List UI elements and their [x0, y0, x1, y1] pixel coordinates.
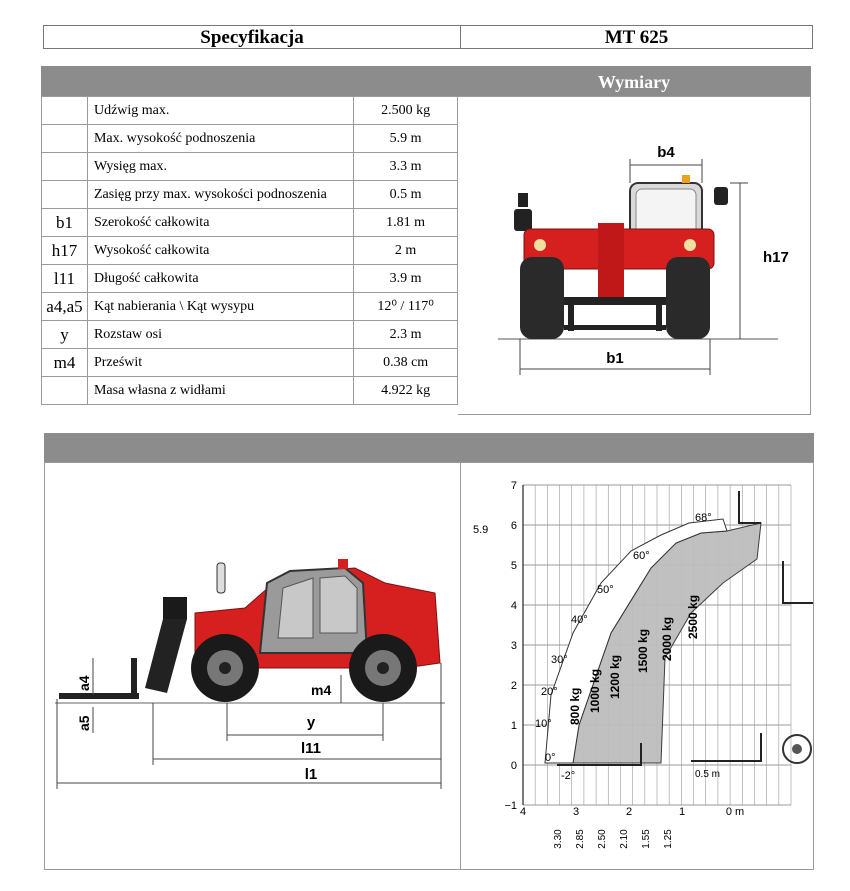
mirror-left-large-icon	[514, 209, 532, 231]
l11-label: l11	[300, 740, 322, 757]
y-tick-label: 4	[510, 600, 517, 612]
load-label: 800 kg	[568, 687, 582, 725]
spec-code: l11	[42, 265, 88, 293]
cab-window-rear-icon	[320, 576, 357, 633]
spec-label: Długość całkowita	[87, 265, 353, 293]
spec-label: Max. wysokość podnoszenia	[87, 125, 353, 153]
x-sub-tick-label: 1.55	[641, 829, 652, 849]
load-label: 2000 kg	[660, 616, 674, 661]
fork-carriage-icon	[145, 619, 187, 693]
angle-label: 20°	[541, 686, 558, 698]
spec-row	[42, 209, 458, 237]
fork-carriage-icon	[564, 297, 666, 305]
spec-row	[42, 125, 458, 153]
fork-bar-icon	[564, 325, 666, 330]
x-tick-label: 0 m	[725, 806, 745, 818]
x-sub-tick-label: 3.30	[553, 829, 564, 849]
x-tick-label: 1	[678, 806, 686, 818]
x-tick-label: 4	[519, 806, 527, 818]
spec-row	[42, 153, 458, 181]
spec-header	[43, 25, 813, 49]
x-sub-tick-label: 2.85	[575, 829, 586, 849]
model-name: MT 625	[604, 27, 669, 48]
load-label: 1000 kg	[588, 668, 602, 713]
spec-value: 2.3 m	[354, 321, 458, 349]
wheel-left-icon	[520, 257, 564, 339]
lower-panel	[44, 462, 814, 870]
angle-label: 68°	[695, 512, 712, 524]
load-chart	[461, 463, 813, 869]
spec-code	[42, 97, 88, 125]
spec-row	[42, 181, 458, 209]
spec-row	[42, 265, 458, 293]
b1-label: b1	[606, 350, 624, 367]
boom-head-icon	[163, 597, 187, 619]
angle-label: 50°	[597, 584, 614, 596]
spec-value: 3.3 m	[354, 153, 458, 181]
spec-label: Masa własna z widłami	[87, 377, 353, 405]
y-tick-label: 1	[510, 720, 517, 732]
spec-row	[42, 237, 458, 265]
dimensions-title: Wymiary	[597, 72, 671, 92]
y-label: y	[306, 714, 316, 731]
fork-low-icon	[691, 733, 761, 761]
spec-row	[42, 377, 458, 405]
spec-value: 3.9 m	[354, 265, 458, 293]
y-tick-label: 3	[510, 640, 517, 652]
spec-row	[42, 349, 458, 377]
spec-code: y	[42, 321, 88, 349]
spec-code	[42, 125, 88, 153]
offset-label: 0.5 m	[695, 769, 721, 780]
y-tick-label: −1	[504, 800, 517, 812]
m4-label: m4	[311, 682, 332, 698]
x-sub-tick-label: 2.10	[619, 829, 630, 849]
spec-value: 2.500 kg	[354, 97, 458, 125]
h17-label: h17	[763, 249, 789, 266]
x-sub-tick-label: 1.25	[663, 829, 674, 849]
wheel-right-icon	[666, 257, 710, 339]
spec-value: 5.9 m	[354, 125, 458, 153]
spec-label: Prześwit	[87, 349, 353, 377]
spec-code: m4	[42, 349, 88, 377]
front-view-panel	[458, 96, 811, 415]
spec-value: 2 m	[354, 237, 458, 265]
angle-label: 10°	[535, 718, 552, 730]
l1-label: l1	[304, 766, 318, 783]
front-view-drawing	[458, 97, 811, 416]
boom-front-icon	[598, 223, 624, 303]
angle-label: 0°	[545, 752, 556, 764]
angle-label: -2°	[561, 770, 576, 782]
section-bar-lower	[44, 433, 814, 462]
spec-row	[42, 321, 458, 349]
spec-label: Zasięg przy max. wysokości podnoszenia	[87, 181, 353, 209]
spec-code: b1	[42, 209, 88, 237]
max-height-marker: 5.9	[473, 524, 489, 536]
spec-code	[42, 153, 88, 181]
mirror-right-icon	[714, 187, 728, 205]
y-tick-label: 2	[510, 680, 517, 692]
a5-label: a5	[76, 715, 92, 731]
spec-code: a4,a5	[42, 293, 88, 321]
beacon-icon	[338, 559, 348, 569]
x-tick-label: 3	[572, 806, 580, 818]
a4-label: a4	[76, 675, 92, 691]
angle-label: 30°	[551, 654, 568, 666]
spec-label: Kąt nabierania \ Kąt wysypu	[87, 293, 353, 321]
angle-label: 60°	[633, 550, 650, 562]
fork-tine-icon	[59, 693, 139, 699]
y-tick-label: 0	[510, 760, 517, 772]
fork-upright-icon	[131, 658, 137, 698]
dimensions-bar	[41, 66, 811, 96]
x-tick-label: 2	[625, 806, 633, 818]
mirror-left-icon	[518, 193, 528, 207]
beacon-icon	[682, 175, 690, 183]
load-label: 1500 kg	[636, 628, 650, 673]
fork-mid-icon	[783, 561, 813, 603]
y-tick-label: 7	[510, 480, 517, 492]
spec-label: Rozstaw osi	[87, 321, 353, 349]
angle-label: 40°	[571, 614, 588, 626]
spec-value: 0.5 m	[354, 181, 458, 209]
mirror-icon	[217, 563, 225, 593]
b4-label: b4	[657, 144, 675, 161]
spec-code	[42, 181, 88, 209]
headlight-right-icon	[684, 239, 696, 251]
x-sub-tick-label: 2.50	[597, 829, 608, 849]
load-label: 1200 kg	[608, 654, 622, 699]
spec-label: Wysokość całkowita	[87, 237, 353, 265]
spec-label: Wysięg max.	[87, 153, 353, 181]
side-view-drawing	[45, 463, 460, 869]
spec-table	[41, 96, 458, 405]
spec-label: Udźwig max.	[87, 97, 353, 125]
y-tick-label: 5	[510, 560, 517, 572]
load-label: 2500 kg	[686, 594, 700, 639]
spec-value: 0.38 cm	[354, 349, 458, 377]
spec-code: h17	[42, 237, 88, 265]
spec-row	[42, 293, 458, 321]
spec-value: 12⁰ / 117⁰	[354, 293, 458, 321]
spec-label: Szerokość całkowita	[87, 209, 353, 237]
spec-row	[42, 97, 458, 125]
spec-value: 1.81 m	[354, 209, 458, 237]
spec-value: 4.922 kg	[354, 377, 458, 405]
spec-title: Specyfikacja	[44, 26, 461, 48]
headlight-left-icon	[534, 239, 546, 251]
y-tick-label: 6	[510, 520, 517, 532]
spec-code	[42, 377, 88, 405]
